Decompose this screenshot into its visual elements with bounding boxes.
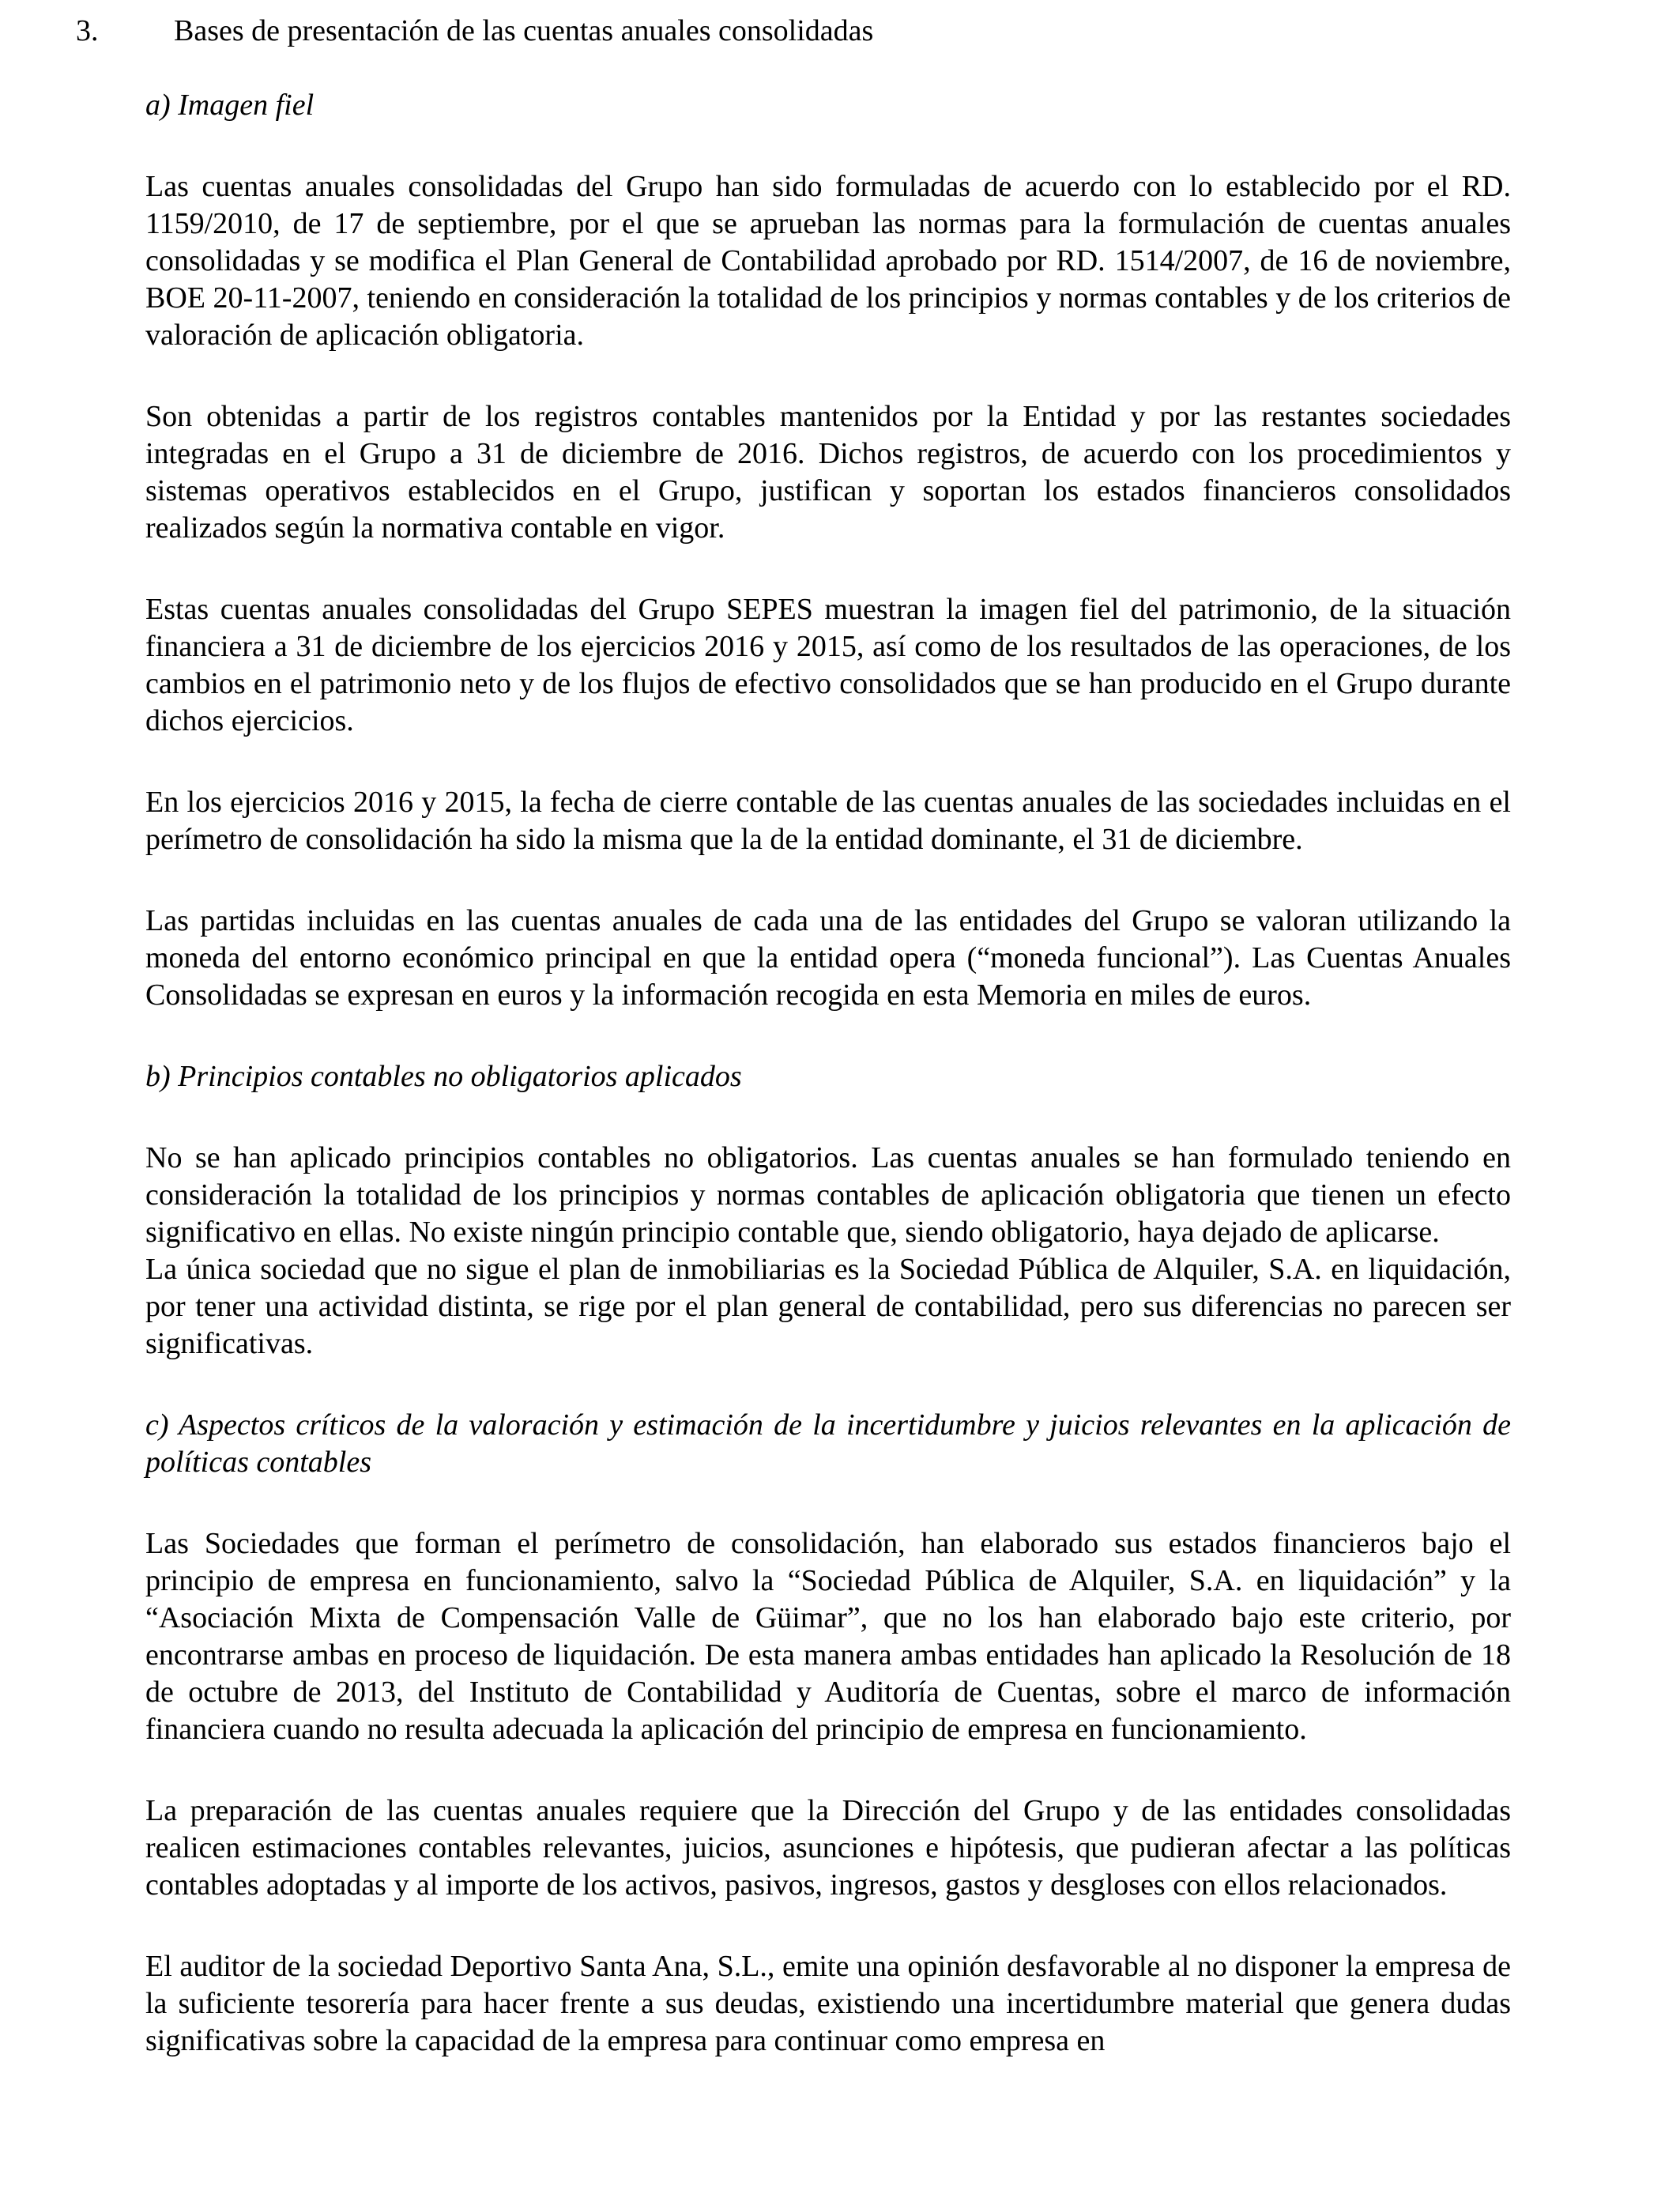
paragraph: Son obtenidas a partir de los registros contables mantenidos por la Entidad y por las restantes sociedades integradas en el Grupo a 31 de diciembre de 2016. Dichos registros, de acuerdo con los procedimientos y sistemas operativos establecidos en el Grupo, justifican y soportan los estados financieros consolidados realizados según la normativa contable en vigor.	[145, 400, 1511, 545]
paragraph: El auditor de la sociedad Deportivo Santa Ana, S.L., emite una opinión desfavorable al no disponer la empresa de la suficiente tesorería para hacer frente a sus deudas, existiendo una incertidumbre material que genera dudas significativas sobre la capacidad de la empresa para continuar como empresa en	[145, 1950, 1511, 2057]
paragraph: Las cuentas anuales consolidadas del Grupo han sido formuladas de acuerdo con lo establecido por el RD. 1159/2010, de 17 de septiembre, por el que se aprueban las normas para la formulación de cuentas anuales consolidadas y se modifica el Plan General de Contabilidad aprobado por RD. 1514/2007, de 16 de noviembre, BOE 20-11-2007, teniendo en consideración la totalidad de los principios y normas contables y de los criterios de valoración de aplicación obligatoria.	[145, 170, 1511, 352]
paragraph: No se han aplicado principios contables no obligatorios. Las cuentas anuales se han formulado teniendo en consideración la totalidad de los principios y normas contables de aplicación obligatoria que tienen un efecto significativo en ellas. No existe ningún principio contable que, siendo obligatorio, haya dejado de aplicarse.	[145, 1141, 1511, 1249]
section-heading	[76, 13, 873, 50]
paragraph: Las partidas incluidas en las cuentas anuales de cada una de las entidades del Grupo se valoran utilizando la moneda del entorno económico principal en que la entidad opera (“moneda funcional”). Las Cuentas Anuales Consolidadas se expresan en euros y la información recogida en esta Memoria en miles de euros.	[145, 904, 1511, 1012]
section-title: Bases de presentación de las cuentas anuales consolidadas	[174, 14, 874, 47]
paragraph: La única sociedad que no sigue el plan de inmobiliarias es la Sociedad Pública de Alquiler, S.A. en liquidación, por tener una actividad distinta, se rige por el plan general de contabilidad, pero sus diferencias no parecen ser significativas.	[145, 1253, 1511, 1360]
subsection-c-heading: c) Aspectos críticos de la valoración y estimación de la incertidumbre y juicios relevantes en la aplicación de políticas contables	[145, 1408, 1511, 1479]
paragraph: En los ejercicios 2016 y 2015, la fecha de cierre contable de las cuentas anuales de las sociedades incluidas en el perímetro de consolidación ha sido la misma que la de la entidad dominante, el 31 de diciembre.	[145, 786, 1511, 856]
paragraph: Estas cuentas anuales consolidadas del Grupo SEPES muestran la imagen fiel del patrimonio, de la situación financiera a 31 de diciembre de los ejercicios 2016 y 2015, así como de los resultados de las operaciones, de los cambios en el patrimonio neto y de los flujos de efectivo consolidados que se han producido en el Grupo durante dichos ejercicios.	[145, 593, 1511, 737]
subsection-b-heading: b) Principios contables no obligatorios aplicados	[145, 1060, 742, 1093]
document-body	[145, 87, 1511, 2060]
paragraph: Las Sociedades que forman el perímetro de consolidación, han elaborado sus estados financieros bajo el principio de empresa en funcionamiento, salvo la “Sociedad Pública de Alquiler, S.A. en liquidación” y la “Asociación Mixta de Compensación Valle de Güimar”, que no los han elaborado bajo este criterio, por encontrarse ambas en proceso de liquidación. De esta manera ambas entidades han aplicado la Resolución de 18 de octubre de 2013, del Instituto de Contabilidad y Auditoría de Cuentas, sobre el marco de información financiera cuando no resulta adecuada la aplicación del principio de empresa en funcionamiento.	[145, 1527, 1511, 1746]
subsection-a-heading: a) Imagen fiel	[145, 89, 315, 122]
section-number: 3.	[76, 14, 99, 47]
paragraph: La preparación de las cuentas anuales requiere que la Dirección del Grupo y de las entidades consolidadas realicen estimaciones contables relevantes, juicios, asunciones e hipótesis, que pudieran afectar a las políticas contables adoptadas y al importe de los activos, pasivos, ingresos, gastos y desgloses con ellos relacionados.	[145, 1794, 1511, 1902]
